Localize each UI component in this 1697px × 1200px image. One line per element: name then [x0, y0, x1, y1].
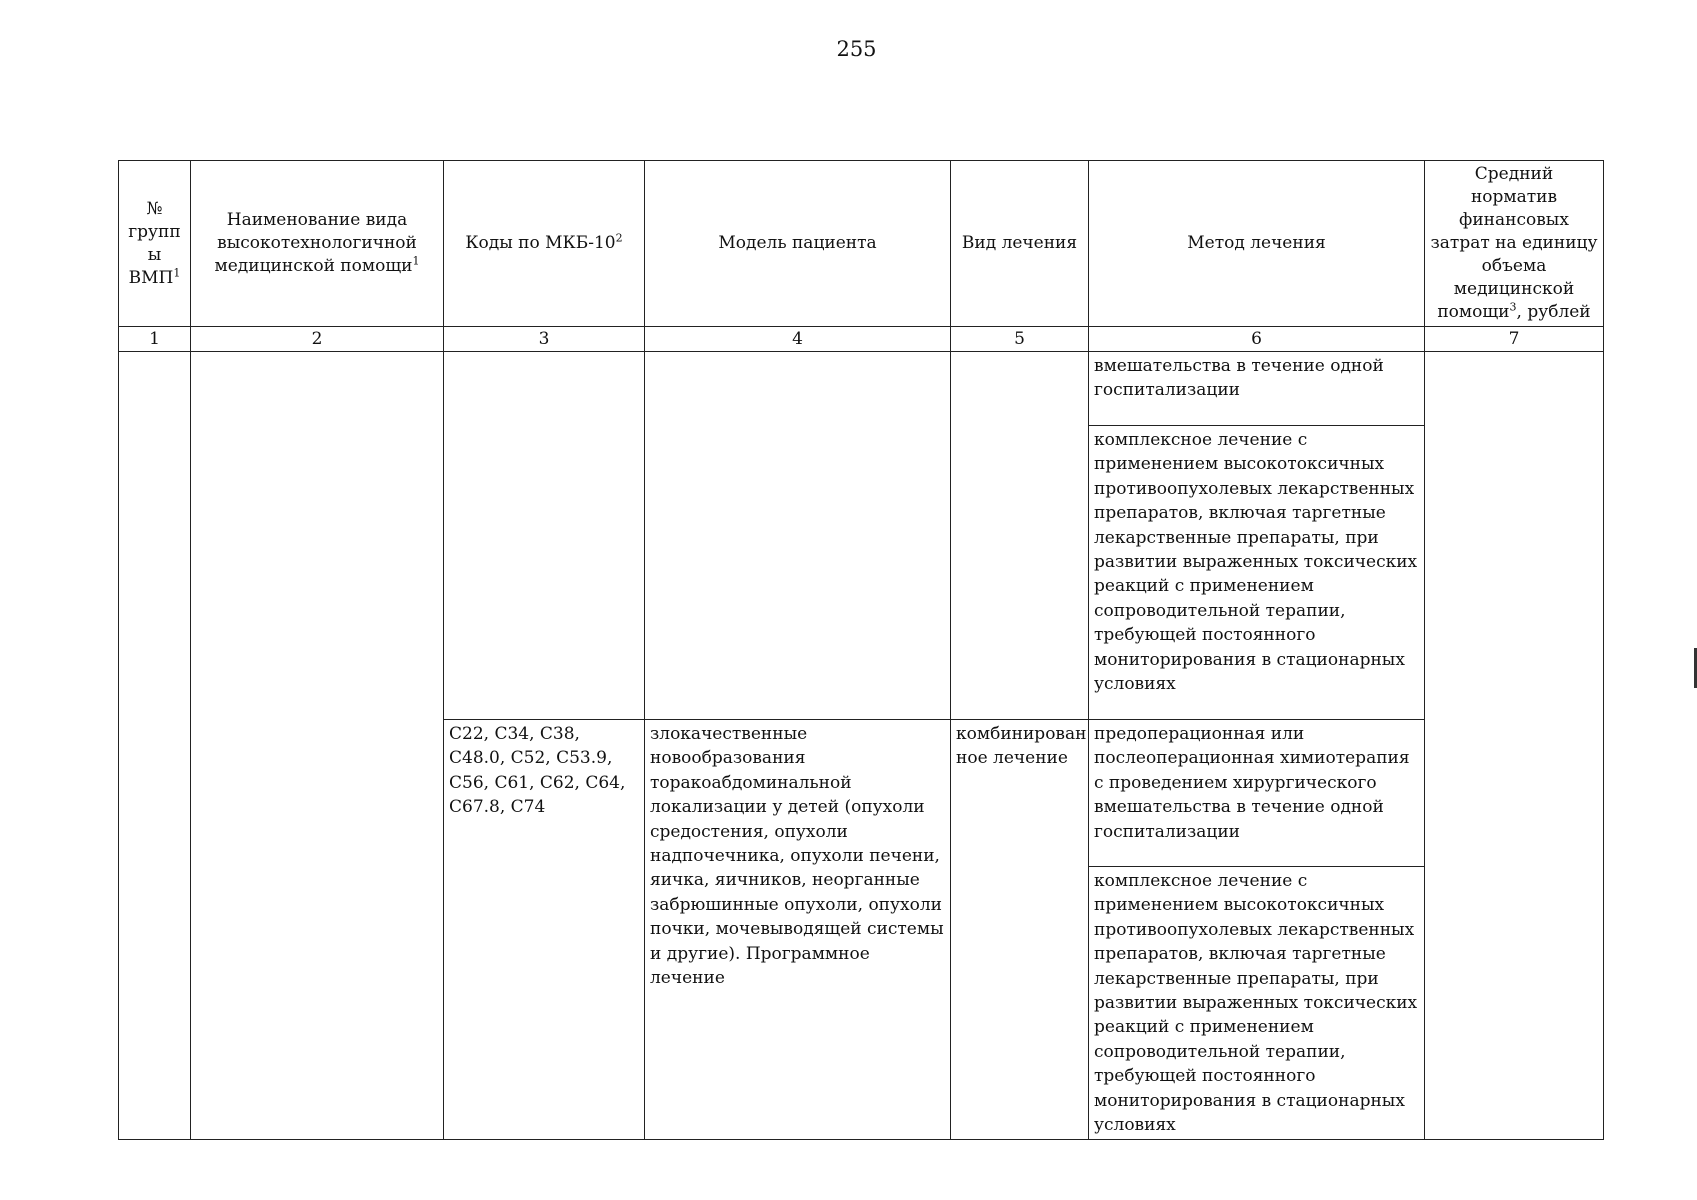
header-cost-standard	[1425, 161, 1604, 327]
header-group-number-text: № групп ы ВМП	[128, 198, 181, 288]
header-icd-codes-text: Коды по МКБ-10	[465, 233, 616, 253]
footnote-mark: 1	[412, 254, 420, 268]
care-type-name-cell	[191, 352, 444, 1140]
column-number: 2	[191, 327, 444, 352]
page-number: 255	[836, 37, 877, 61]
header-care-type-name	[191, 161, 444, 327]
medical-care-table	[118, 160, 1604, 1140]
patient-model-cell	[645, 352, 951, 720]
header-row	[119, 161, 1604, 327]
header-care-type-name-text: Наименование вида высокотехнологичной медицинской помощи	[214, 210, 417, 276]
treatment-method-cell: вмешательства в течение одной госпитализации	[1089, 352, 1425, 426]
cost-standard-cell	[1425, 352, 1604, 1140]
treatment-method-cell: предоперационная или послеоперационная химиотерапия с проведением хирургического вмешательства в течение одной госпитализации	[1089, 720, 1425, 867]
column-number: 5	[951, 327, 1089, 352]
header-treatment-method: Метод лечения	[1089, 161, 1425, 327]
treatment-type-cell	[951, 352, 1089, 720]
icd-codes-cell: C22, C34, C38, C48.0, C52, C53.9, C56, C61, C62, C64, C67.8, C74	[444, 720, 645, 1140]
column-number: 7	[1425, 327, 1604, 352]
column-number: 3	[444, 327, 645, 352]
header-icd-codes	[444, 161, 645, 327]
icd-codes-cell	[444, 352, 645, 720]
header-group-number	[119, 161, 191, 327]
header-cost-standard-text: Средний норматив финансовых затрат на единицу объема медицинской помощи	[1430, 164, 1598, 322]
column-number: 6	[1089, 327, 1425, 352]
treatment-type-cell: комбинирован ное лечение	[951, 720, 1089, 1140]
table-row	[119, 352, 1604, 426]
group-number-cell	[119, 352, 191, 1140]
column-number: 4	[645, 327, 951, 352]
patient-model-cell: злокачественные новообразования торакоабдоминальной локализации у детей (опухоли средостения, опухоли надпочечника, опухоли печени, яичка, яичников, неорганные забрюшинные опухоли, опухоли почки, мочевыводящей системы и другие). Программное лечение	[645, 720, 951, 1140]
footnote-mark: 2	[615, 231, 623, 245]
footnote-mark: 1	[173, 265, 181, 279]
header-treatment-type: Вид лечения	[951, 161, 1089, 327]
column-number-row	[119, 327, 1604, 352]
column-number: 1	[119, 327, 191, 352]
footnote-mark: 3	[1509, 300, 1517, 314]
treatment-method-cell: комплексное лечение с применением высокотоксичных противоопухолевых лекарственных препаратов, включая таргетные лекарственные препараты, при развитии выраженных токсических реакций с применением сопроводительной терапии, требующей постоянного мониторирования в стационарных условиях	[1089, 867, 1425, 1140]
header-cost-standard-unit: , рублей	[1516, 302, 1591, 322]
header-patient-model: Модель пациента	[645, 161, 951, 327]
treatment-method-cell: комплексное лечение с применением высокотоксичных противоопухолевых лекарственных препаратов, включая таргетные лекарственные препараты, при развитии выраженных токсических реакций с применением сопроводительной терапии, требующей постоянного мониторирования в стационарных условиях	[1089, 426, 1425, 720]
